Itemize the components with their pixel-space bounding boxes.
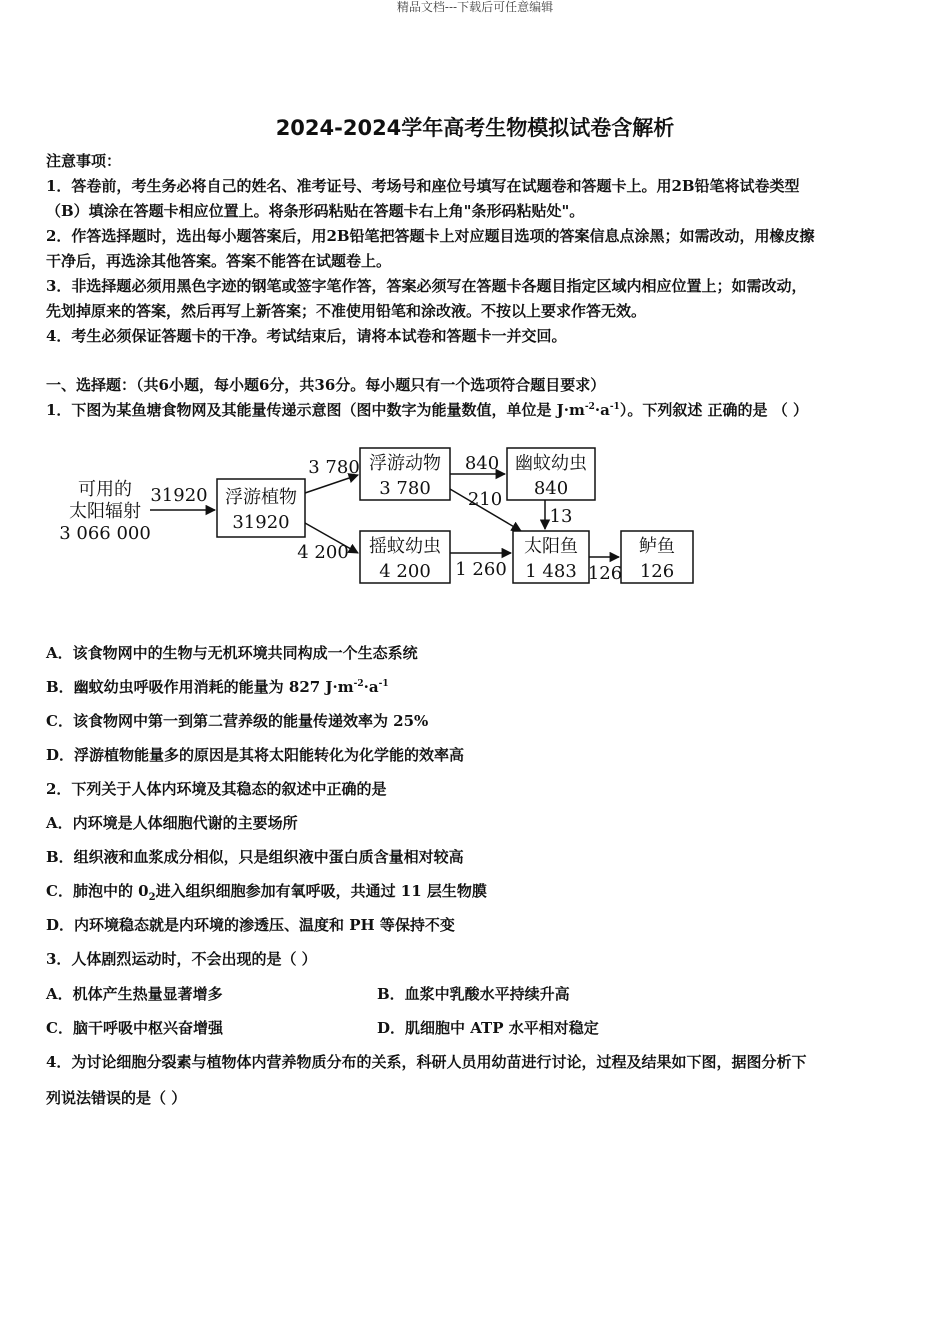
zoo-value: 3 780	[379, 478, 431, 499]
chao-name: 摇蚊幼虫	[369, 536, 441, 557]
notice-heading: 注意事项：	[46, 152, 122, 170]
arrow-zoo-sunfish-label: 210	[467, 489, 503, 510]
arrow-sun-phyto-label: 31920	[150, 485, 208, 506]
q2-option-d: D．内环境稳态就是内环境的渗透压、温度和 PH 等保持不变	[46, 916, 455, 934]
q1-option-d: D．浮游植物能量多的原因是其将太阳能转化为化学能的效率高	[46, 746, 465, 764]
q3-option-c: C．脑干呼吸中枢兴奋增强	[46, 1019, 223, 1037]
q2-option-a: A．内环境是人体细胞代谢的主要场所	[46, 814, 298, 832]
arrow-chao-sunfish-label: 1 260	[455, 559, 507, 580]
q2-option-b: B．组织液和血浆成分相似，只是组织液中蛋白质含量相对较高	[46, 848, 464, 866]
notice-line-4: 干净后，再选涂其他答案。答案不能答在试题卷上。	[46, 252, 392, 270]
sunfish-name: 太阳鱼	[524, 536, 578, 557]
section-heading: 一、选择题：（共6小题，每小题6分，共36分。每小题只有一个选项符合题目要求）	[46, 376, 606, 394]
phyto-name: 浮游植物	[225, 487, 297, 508]
q1-option-c: C．该食物网中第一到第二营养级的能量传递效率为 25%	[46, 712, 429, 730]
sun-label-line2: 太阳辐射	[69, 501, 141, 522]
arrow-phyto-zoo-label: 3 780	[308, 457, 360, 478]
sunfish-value: 1 483	[525, 561, 577, 582]
arrow-phantom-sunfish-label: 13	[549, 506, 573, 527]
arrow-sunfish-perch-label: 126	[587, 563, 623, 584]
q4-stem-line2: 列说法错误的是（ ）	[46, 1089, 187, 1107]
q1-option-a: A．该食物网中的生物与无机环境共同构成一个生态系统	[46, 644, 418, 662]
q3-option-b: B．血浆中乳酸水平持续升高	[377, 985, 570, 1003]
notice-line-7: 4．考生必须保证答题卡的干净。考试结束后，请将本试卷和答题卡一并交回。	[46, 327, 567, 345]
page-header: 精品文档---下载后可任意编辑	[396, 0, 554, 14]
sun-value: 3 066 000	[59, 523, 151, 544]
page-title: 2024-2024学年高考生物模拟试卷含解析	[275, 116, 675, 140]
q2-stem: 2．下列关于人体内环境及其稳态的叙述中正确的是	[46, 780, 387, 798]
notice-line-3: 2．作答选择题时，选出每小题答案后，用2B铅笔把答题卡上对应题目选项的答案信息点涂黑；如需改动，用橡皮擦	[46, 227, 815, 245]
sun-label-line1: 可用的	[78, 479, 132, 500]
notice-line-1: 1．答卷前，考生务必将自己的姓名、准考证号、考场号和座位号填写在试题卷和答题卡上。用2B铅笔将试卷类型	[46, 177, 800, 195]
phantom-value: 840	[533, 478, 569, 499]
chao-value: 4 200	[379, 561, 431, 582]
q1-stem: 1．下图为某鱼塘食物网及其能量传递示意图（图中数字为能量数值，单位是 $J\cdot m^{-2}\cdot a^{-1}$）。下列叙述 正确的是 （ ）	[46, 401, 808, 419]
food-web-diagram	[55, 445, 715, 595]
q4-stem-line1: 4．为讨论细胞分裂素与植物体内营养物质分布的关系，科研人员用幼苗进行讨论，过程及结果如下图，据图分析下	[46, 1053, 807, 1071]
phantom-name: 幽蚊幼虫	[515, 453, 587, 474]
q3-option-a: A．机体产生热量显著增多	[46, 985, 223, 1003]
phyto-value: 31920	[232, 512, 290, 533]
arrow-zoo-phantom-label: 840	[464, 453, 500, 474]
perch-value: 126	[639, 561, 675, 582]
q3-stem: 3．人体剧烈运动时，不会出现的是（ ）	[46, 950, 317, 968]
zoo-name: 浮游动物	[369, 453, 441, 474]
notice-line-2: （B）填涂在答题卡相应位置上。将条形码粘贴在答题卡右上角"条形码粘贴处"。	[46, 202, 585, 220]
notice-line-5: 3．非选择题必须用黑色字迹的钢笔或签字笔作答，答案必须写在答题卡各题目指定区域内相应位置上；如需改动，	[46, 277, 807, 295]
notice-line-6: 先划掉原来的答案，然后再写上新答案；不准使用铅笔和涂改液。不按以上要求作答无效。	[46, 302, 647, 320]
arrow-phyto-chao-label: 4 200	[297, 542, 349, 563]
q1-option-b: B．幽蚊幼虫呼吸作用消耗的能量为 827 $J\cdot m^{-2}\cdot a^{-1}$	[46, 678, 389, 696]
q3-option-d: D．肌细胞中 ATP 水平相对稳定	[377, 1019, 599, 1037]
perch-name: 鲈鱼	[639, 536, 675, 557]
q2-option-c: C．肺泡中的 $0_2$进入组织细胞参加有氧呼吸，共通过 11 层生物膜	[46, 882, 487, 903]
